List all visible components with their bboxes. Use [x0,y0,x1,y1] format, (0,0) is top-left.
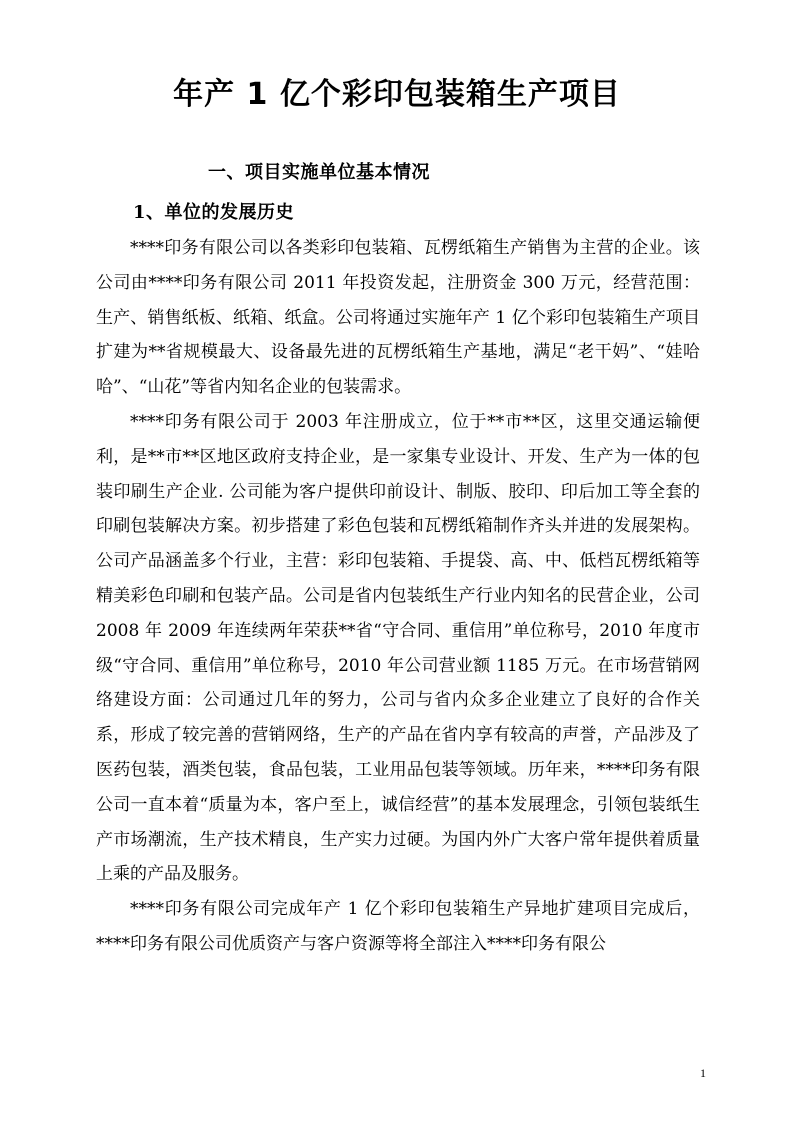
document-title: 年产 1 亿个彩印包装箱生产项目 [173,77,621,112]
paragraph: ****印务有限公司以各类彩印包装箱、瓦楞纸箱生产销售为主营的企业。该公司由****印务有限公司 2011 年投资发起，注册资金 300 万元，经营范围：生产、销售纸板、纸箱、纸盒。公司将通过实施年产 1 亿个彩印包装箱生产项目扩建为**省规模最大、设备最先进的瓦楞纸箱生产基地，满足“老干妈”、“娃哈哈”、“山花”等省内知名企业的包装需求。 [96,238,700,398]
page-number: 1 [700,1066,706,1080]
body-text [96,231,700,962]
paragraph: ****印务有限公司完成年产 1 亿个彩印包装箱生产异地扩建项目完成后，****印务有限公司优质资产与客户资源等将全部注入****印务有限公 [96,899,700,954]
section-heading: 一、项目实施单位基本情况 [208,162,430,183]
paragraph: ****印务有限公司于 2003 年注册成立，位于**市**区，这里交通运输便利，是**市**区地区政府支持企业，是一家集专业设计、开发、生产为一体的包装印刷生产企业. 公司能为客户提供印前设计、制版、胶印、印后加工等全套的印刷包装解决方案。初步搭建了彩色包装和瓦楞纸箱制作齐头并进的发展架构。公司产品涵盖多个行业，主营：彩印包装箱、手提袋、高、中、低档瓦楞纸箱等精美彩色印刷和包装产品。公司是省内包装纸生产行业内知名的民营企业，公司 2008 年 2009 年连续两年荣获**省“守合同、重信用”单位称号，2010 年度市级“守合同、重信用”单位称号，2010 年公司营业额 1185 万元。在市场营销网络建设方面：公司通过几年的努力，公司与省内众多企业建立了良好的合作关系，形成了较完善的营销网络，生产的产品在省内享有较高的声誉，产品涉及了医药包装，酒类包装，食品包装，工业用品包装等领域。历年来，****印务有限公司一直本着“质量为本，客户至上，诚信经营”的基本发展理念，引领包装纸生产市场潮流，生产技术精良，生产实力过硬。为国内外广大客户常年提供着质量上乘的产品及服务。 [96,411,700,885]
subsection-heading: 1、单位的发展历史 [133,202,295,223]
